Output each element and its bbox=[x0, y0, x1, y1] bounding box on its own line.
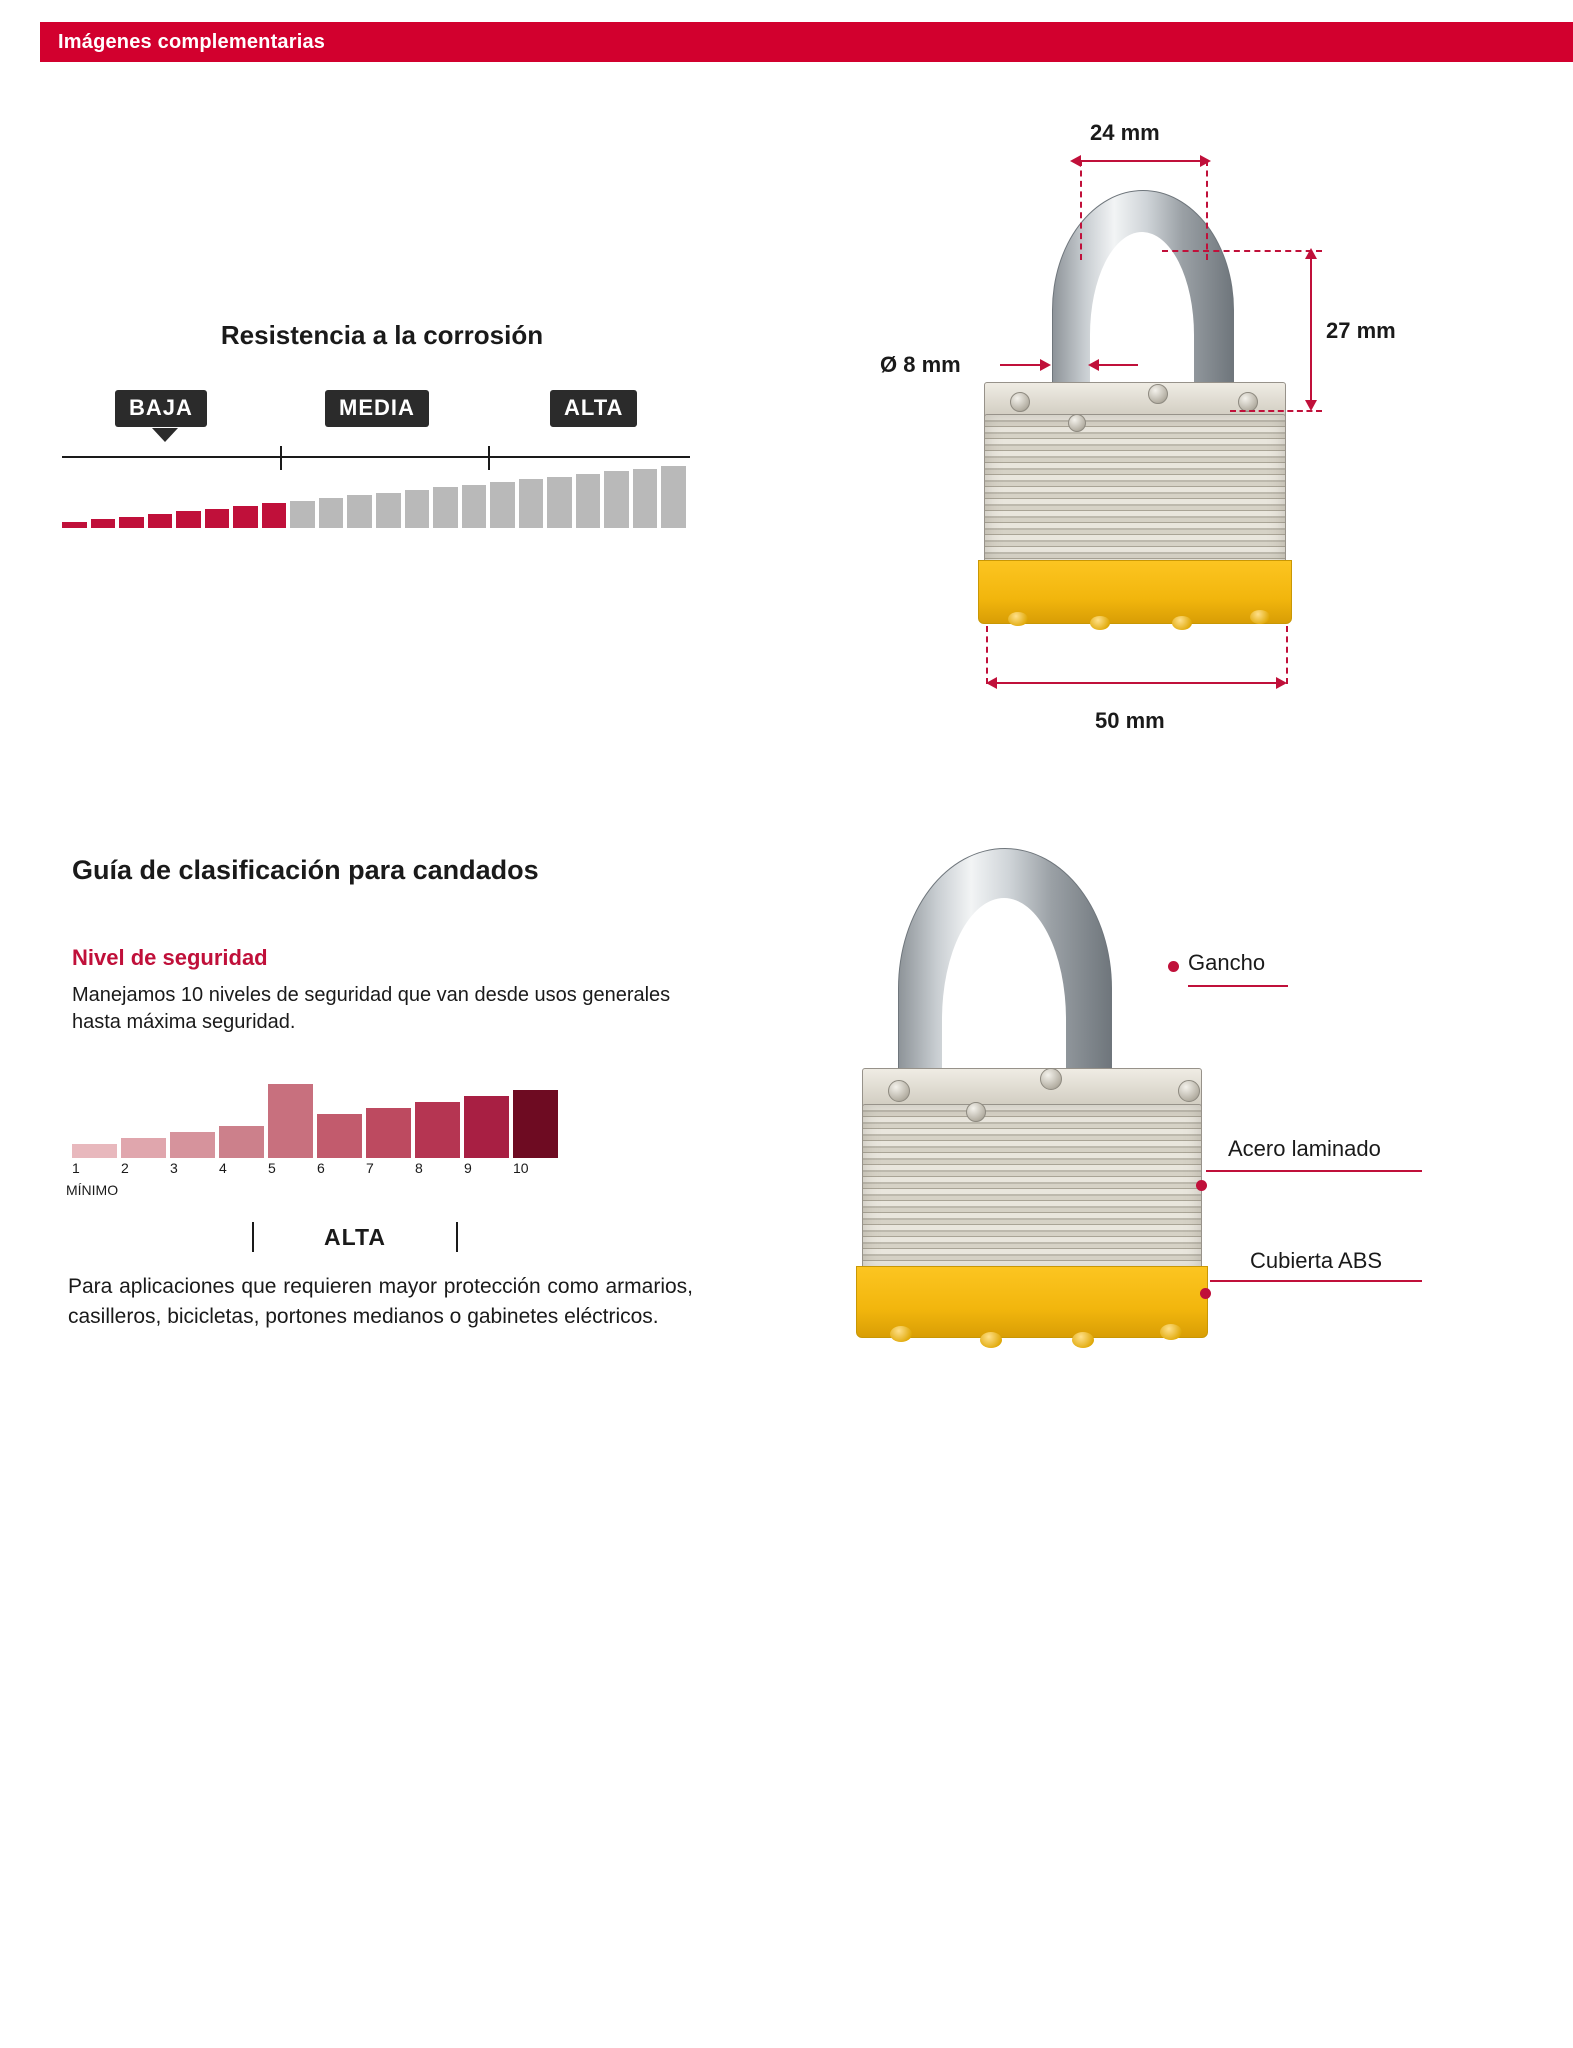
dimension-arrow-left-icon bbox=[1088, 359, 1099, 371]
security-level-bar bbox=[219, 1126, 264, 1158]
security-rating-row bbox=[240, 1222, 470, 1258]
padlock-rivet bbox=[1178, 1080, 1200, 1102]
dimension-line-horizontal bbox=[996, 682, 1276, 684]
callout-dot-icon bbox=[1168, 961, 1179, 972]
callout-underline bbox=[1210, 1280, 1422, 1282]
dimension-diameter-label: Ø 8 mm bbox=[880, 352, 961, 377]
padlock-rivet bbox=[1010, 392, 1030, 412]
security-level-tick-label: 8 bbox=[415, 1160, 423, 1176]
corrosion-bar bbox=[433, 487, 458, 528]
corrosion-bar bbox=[148, 514, 173, 528]
security-level-bar bbox=[170, 1132, 215, 1158]
corrosion-bar bbox=[233, 506, 258, 528]
corrosion-bar-chart bbox=[62, 458, 690, 528]
corrosion-bar bbox=[176, 511, 201, 528]
guide-title: Guía de clasificación para candados bbox=[72, 855, 539, 885]
corrosion-bar bbox=[119, 517, 144, 528]
corrosion-tag-media: MEDIA bbox=[325, 390, 429, 427]
padlock-cover-foot bbox=[1008, 612, 1028, 626]
security-rating-description: Para aplicaciones que requieren mayor protección como armarios, casilleros, bicicletas, portones medianos o gabinetes eléctricos. bbox=[68, 1275, 693, 1328]
dimension-extension-line bbox=[1080, 160, 1082, 260]
corrosion-bar bbox=[633, 469, 658, 528]
corrosion-bar bbox=[661, 466, 686, 528]
corrosion-bar bbox=[405, 490, 430, 528]
dimension-height-label: 27 mm bbox=[1326, 318, 1396, 343]
corrosion-tag-baja: BAJA bbox=[115, 390, 207, 427]
corrosion-bar bbox=[547, 477, 572, 528]
callout-underline bbox=[1206, 1170, 1422, 1172]
security-level-description: Manejamos 10 niveles de seguridad que van desde usos generales hasta máxima seguridad. bbox=[72, 984, 671, 1033]
callout-label: Acero laminado bbox=[1228, 1136, 1381, 1161]
dimension-extension-line bbox=[986, 626, 988, 684]
dimension-arrow-right-icon bbox=[1040, 359, 1051, 371]
padlock-abs-cover bbox=[856, 1266, 1208, 1338]
dimension-extension-line bbox=[1286, 626, 1288, 684]
security-level-tick-label: 6 bbox=[317, 1160, 325, 1176]
corrosion-bar bbox=[490, 482, 515, 528]
corrosion-bar bbox=[519, 479, 544, 528]
corrosion-bar bbox=[262, 503, 287, 528]
security-level-bar bbox=[366, 1108, 411, 1158]
callout-label: Cubierta ABS bbox=[1250, 1248, 1383, 1273]
callout-dot-icon bbox=[1196, 1180, 1207, 1191]
security-level-bar bbox=[464, 1096, 509, 1158]
security-level-axis-labels bbox=[72, 1160, 692, 1180]
dimension-line-horizontal bbox=[1080, 160, 1200, 162]
callout-label: Gancho bbox=[1188, 950, 1266, 975]
padlock-cover-foot bbox=[1172, 616, 1192, 630]
security-level-min-label: MÍNIMO bbox=[66, 1182, 119, 1198]
corrosion-bar bbox=[462, 485, 487, 528]
security-level-bar bbox=[513, 1090, 558, 1158]
security-level-bar bbox=[317, 1114, 362, 1158]
security-level-tick-label: 2 bbox=[121, 1160, 129, 1176]
security-level-bar bbox=[268, 1084, 313, 1158]
security-level-tick-label: 4 bbox=[219, 1160, 227, 1176]
padlock-laminated-body bbox=[862, 1104, 1202, 1274]
padlock-cover-foot bbox=[1160, 1324, 1182, 1340]
corrosion-chart-title: Resistencia a la corrosión bbox=[220, 320, 544, 350]
corrosion-bar bbox=[205, 509, 230, 528]
security-level-tick-label: 1 bbox=[72, 1160, 80, 1176]
security-level-tick-label: 5 bbox=[268, 1160, 276, 1176]
padlock-cover-foot bbox=[890, 1326, 912, 1342]
dimension-extension-line bbox=[1162, 250, 1322, 252]
security-level-bar bbox=[72, 1144, 117, 1158]
dimension-line-vertical bbox=[1310, 258, 1312, 406]
corrosion-bar bbox=[576, 474, 601, 528]
callout-dot-icon bbox=[1200, 1288, 1211, 1299]
dimension-arrow-right-icon bbox=[1276, 677, 1287, 689]
dimension-line-horizontal bbox=[1000, 364, 1040, 366]
dimension-body-width-label: 50 mm bbox=[1095, 708, 1165, 733]
dimension-arrow-up-icon bbox=[1305, 248, 1317, 259]
corrosion-bar bbox=[91, 519, 116, 528]
corrosion-tag-alta: ALTA bbox=[550, 390, 637, 427]
corrosion-bar bbox=[62, 522, 87, 528]
security-level-tick-label: 9 bbox=[464, 1160, 472, 1176]
padlock-rivet bbox=[1068, 414, 1086, 432]
padlock-rivet bbox=[1238, 392, 1258, 412]
corrosion-bar bbox=[319, 498, 344, 528]
dimension-arrow-down-icon bbox=[1305, 400, 1317, 411]
padlock-rivet bbox=[1040, 1068, 1062, 1090]
security-level-tick-label: 7 bbox=[366, 1160, 374, 1176]
padlock-rivet bbox=[966, 1102, 986, 1122]
padlock-cover-foot bbox=[1090, 616, 1110, 630]
security-level-tick-label: 10 bbox=[513, 1160, 529, 1176]
callout-underline bbox=[1188, 985, 1288, 987]
security-rating-label: ALTA bbox=[324, 1224, 386, 1250]
dimension-arrow-left-icon bbox=[986, 677, 997, 689]
dimension-line-horizontal bbox=[1098, 364, 1138, 366]
header-bar bbox=[40, 22, 1573, 62]
corrosion-bar bbox=[290, 501, 315, 528]
corrosion-selected-caret-icon bbox=[152, 428, 178, 442]
security-level-bar bbox=[121, 1138, 166, 1158]
padlock-laminated-body bbox=[984, 414, 1286, 568]
padlock-cover-foot bbox=[1250, 610, 1270, 624]
page-title: Imágenes complementarias bbox=[58, 31, 326, 53]
padlock-cover-foot bbox=[980, 1332, 1002, 1348]
security-level-tick-label: 3 bbox=[170, 1160, 178, 1176]
security-level-title: Nivel de seguridad bbox=[72, 945, 268, 970]
security-level-bar bbox=[415, 1102, 460, 1158]
security-level-bar-chart bbox=[72, 1070, 692, 1158]
padlock-cover-foot bbox=[1072, 1332, 1094, 1348]
dimension-width-label: 24 mm bbox=[1090, 120, 1160, 145]
padlock-rivet bbox=[888, 1080, 910, 1102]
padlock-rivet bbox=[1148, 384, 1168, 404]
corrosion-bar bbox=[347, 495, 372, 528]
corrosion-bar bbox=[604, 471, 629, 528]
corrosion-bar bbox=[376, 493, 401, 528]
dimension-extension-line bbox=[1206, 160, 1208, 260]
